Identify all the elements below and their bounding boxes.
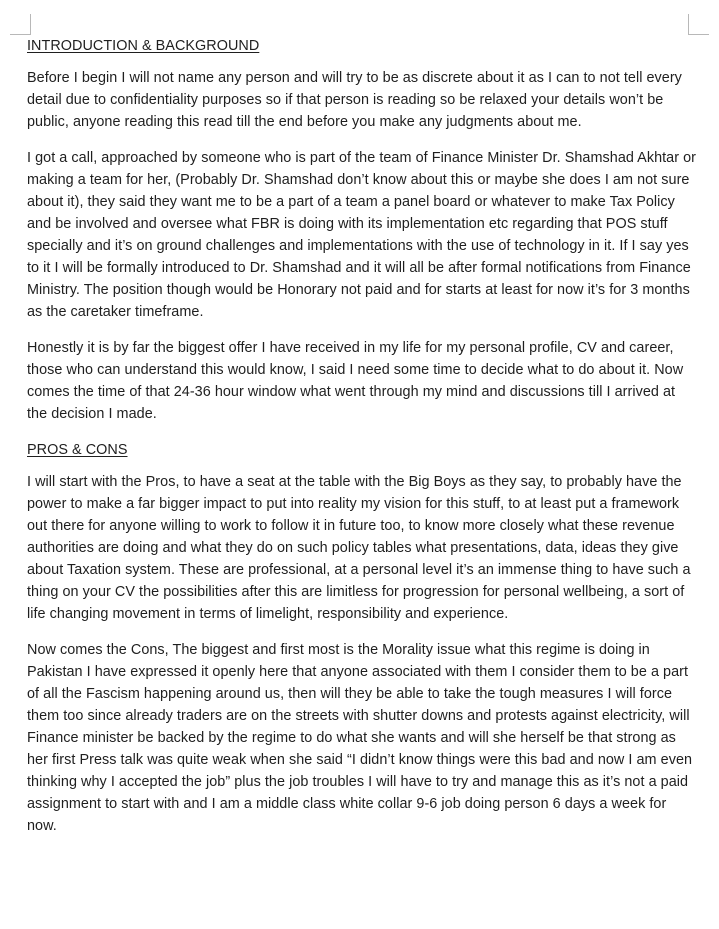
section-heading-introduction: INTRODUCTION & BACKGROUND (27, 38, 260, 54)
paragraph-intro-decision: Honestly it is by far the biggest offer I have received in my life for my personal profile, CV and career, those who can understand this would know, I said I need some time to decide what to do about it. Now comes the time of that 24-36 hour window what went through my mind and discussions till I arrived at the decision I made. (27, 340, 684, 422)
document-body[interactable] (27, 35, 699, 851)
section-heading-pros-cons: PROS & CONS (27, 442, 128, 458)
top-left-margin-marker (10, 14, 31, 35)
paragraph-intro-offer: I got a call, approached by someone who is part of the team of Finance Minister Dr. Shamshad Akhtar or making a team for her, (Probably Dr. Shamshad don’t know about this or maybe she does I am not sure about it), they said they want me to be a part of a team a panel board or whatever to make Tax Policy and be involved and oversee what FBR is doing with its implementation etc regarding that POS stuff specially and it’s on ground challenges and implementations with the use of technology in it. If I say yes to it I will be formally introduced to Dr. Shamshad and it will all be after formal notifications from Finance Ministry. The position though would be Honorary not paid and for starts at least for now it’s for 3 months as the caretaker timeframe. (27, 150, 697, 320)
paragraph-intro-disclaimer: Before I begin I will not name any person and will try to be as discrete about it as I can to not tell every detail due to confidentiality purposes so if that person is reading so be relaxed your details won’t be public, anyone reading this read till the end before you make any judgments about me. (27, 70, 682, 130)
paragraph-cons: Now comes the Cons, The biggest and first most is the Morality issue what this regime is doing in Pakistan I have expressed it openly here that anyone associated with them I consider them to be a part of all the Fascism happening around us, then will they be able to take the tough measures I will force them too since already traders are on the streets with shutter downs and protests against electricity, will Finance minister be backed by the regime to do what she wants and will she herself be that strong as her first Press talk was quite weak when she said “I didn’t know things were this bad and now I am even thinking why I accepted the job” plus the job troubles I will have to try and manage this as it’s not a paid assignment to start with and I am a middle class white collar 9-6 job doing person 6 days a week for now. (27, 642, 693, 834)
paragraph-pros: I will start with the Pros, to have a seat at the table with the Big Boys as they say, to probably have the power to make a far bigger impact to put into reality my vision for this stuff, to at least put a framework out there for anyone willing to work to follow it in future too, to know more closely what these revenue authorities are doing and what they do on such policy tables what presentations, data, ideas they give about Taxation system. These are professional, at a personal level it’s an immense thing to have such a thing on your CV the possibilities after this are limitless for progression for personal wellbeing, a sort of life changing movement in terms of limelight, responsibility and experience. (27, 474, 691, 622)
top-right-margin-marker (688, 14, 709, 35)
